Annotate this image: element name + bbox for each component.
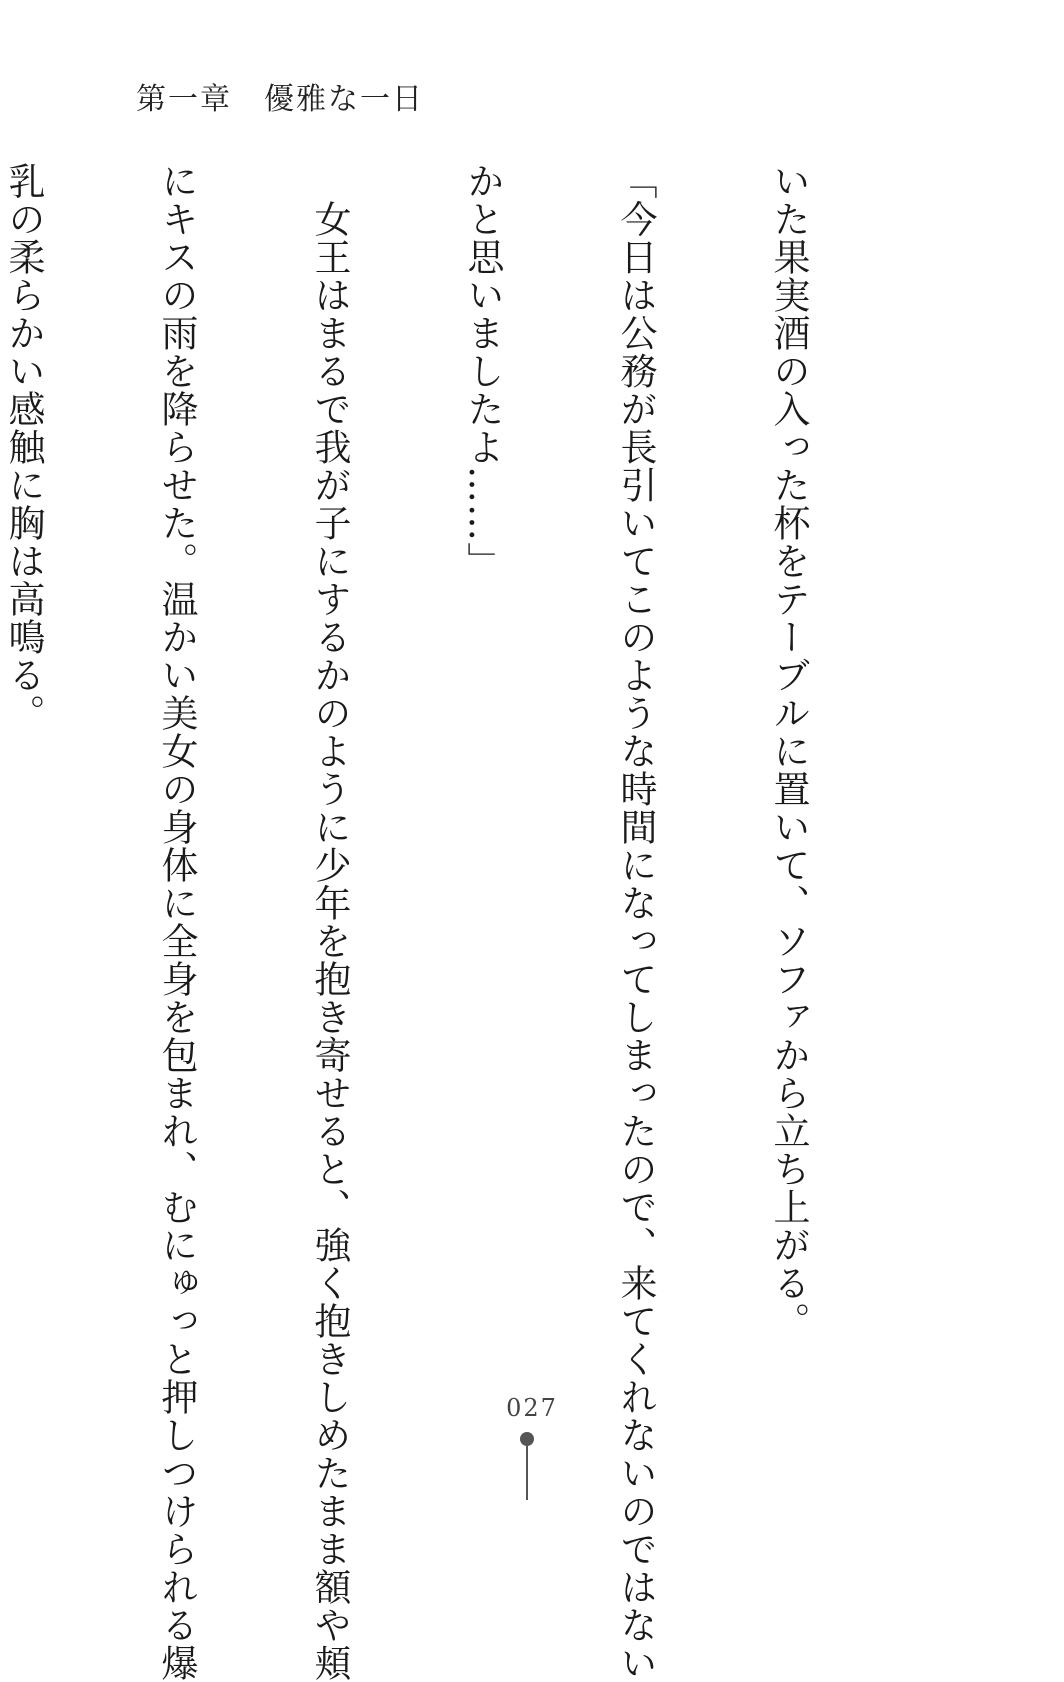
- text-line: にキスの雨を降らせた。温かい美女の身体に全身を包まれ、むにゅっと押しつけられる爆: [155, 162, 198, 1682]
- page-number: 027: [506, 1394, 558, 1422]
- text-line: いた果実酒の入った杯をテーブルに置いて、ソファから立ち上がる。: [767, 162, 810, 1340]
- running-head: 第一章 優雅な一日: [136, 82, 424, 117]
- text-line: 「今日は公務が長引いてこのような時間になってしまったので、来てくれないのではない: [614, 162, 657, 1682]
- text-line: 女王はまるで我が子にするかのように少年を抱き寄せると、強く抱きしめたまま額や頬: [308, 162, 351, 1682]
- page-ornament: [520, 1432, 534, 1500]
- text-line: かと思いましたよ……」: [461, 162, 504, 580]
- ornament-stem: [526, 1444, 528, 1500]
- text-line: 乳の柔らかい感触に胸は高鳴る。: [2, 162, 45, 732]
